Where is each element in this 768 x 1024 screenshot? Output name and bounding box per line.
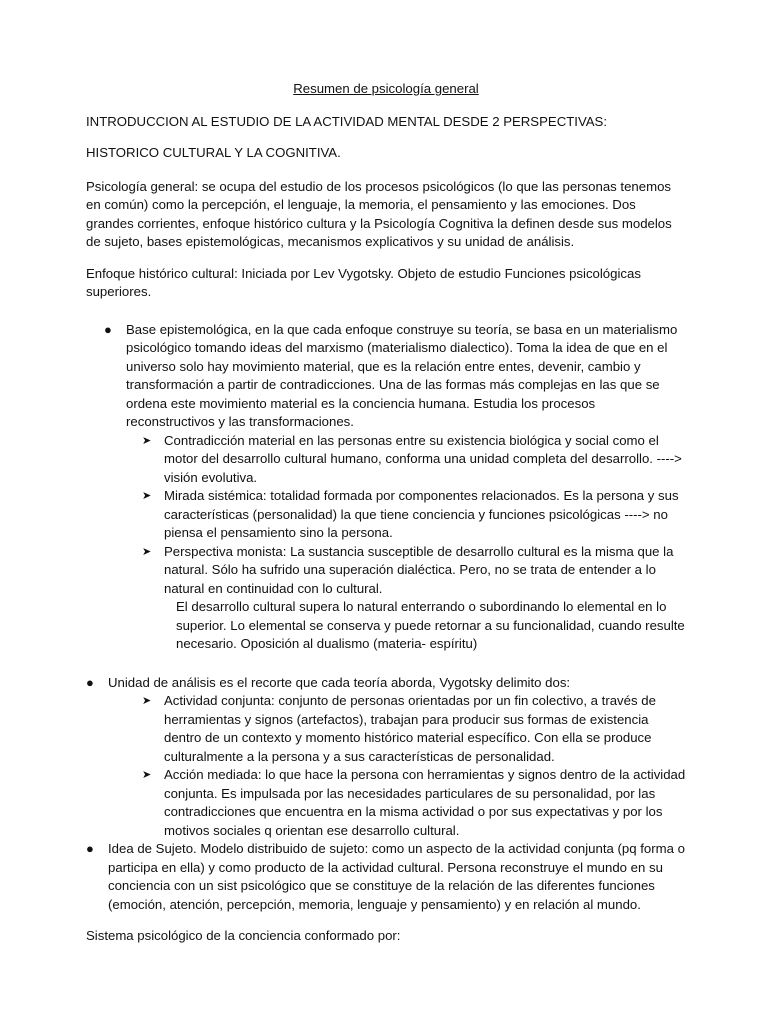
bullet-dot-icon: ● xyxy=(104,321,112,337)
arrowhead-icon: ➤ xyxy=(142,434,152,447)
sub-item-mirada-sistemica xyxy=(142,487,686,543)
sub-item-text: Perspectiva monista: La sustancia susceptible de desarrollo cultural es la misma que la natural. Sólo ha sufrido una superación dialéctica. Pero, no se trata de entender a lo natural en continuidad con lo cultural. xyxy=(164,543,674,596)
sub-item-contradiccion xyxy=(142,432,686,488)
paragraph-sistema-psicologico: Sistema psicológico de la conciencia conformado por: xyxy=(86,928,401,943)
heading-introduccion: INTRODUCCION AL ESTUDIO DE LA ACTIVIDAD MENTAL DESDE 2 PERSPECTIVAS: xyxy=(86,113,608,129)
bullet-unidad-analisis xyxy=(86,674,686,693)
bullet-unidad-text: Unidad de análisis es el recorte que cada teoría aborda, Vygotsky delimito dos: xyxy=(108,674,571,690)
bullet-sujeto-text: Idea de Sujeto. Modelo distribuido de sujeto: como un aspecto de la actividad conjunta (pq forma o participa en ella) y como producto de la actividad cultural. Persona reconstruye el mundo en su conciencia con un sist psicológico que se constituye de la relación de las diferentes funciones (emoción, atención, percepción, memoria, lenguaje y pensamiento) y en relación al mundo. xyxy=(108,841,685,912)
sub-item-text: Acción mediada: lo que hace la persona con herramientas y signos dentro de la actividad conjunta. Es impulsada por las necesidades particulares de su personalidad, por las contradicciones que encuentra en la misma actividad o por sus expectativas y por los motivos sociales q orientan ese desarrollo cultural. xyxy=(164,767,686,838)
paragraph-enfoque-historico: Enfoque histórico cultural: Iniciada por Lev Vygotsky. Objeto de estudio Funciones psicológicas superiores. xyxy=(86,265,641,299)
arrowhead-icon: ➤ xyxy=(142,769,152,781)
paragraph-psicologia-general: Psicología general: se ocupa del estudio de los procesos psicológicos (lo que las personas tenemos en común) como la percepción, el lenguaje, la memoria, el pensamiento y las emociones. Dos grandes corrientes, enfoque histórico cultura y la Psicología Cognitiva la definen desde sus modelos de sujeto, bases epistemológicas, mecanismos explicativos y su unidad de análisis. xyxy=(86,178,672,249)
arrowhead-icon: ➤ xyxy=(142,490,152,502)
bullet-idea-sujeto xyxy=(86,840,686,914)
arrowhead-icon: ➤ xyxy=(142,695,152,707)
bullet-base-lead: Base epistemológica xyxy=(126,321,248,337)
sub-item-accion-mediada xyxy=(142,766,686,840)
sub-item-text: Actividad conjunta: conjunto de personas orientadas por un fin colectivo, a través de herramientas y signos (artefactos), trabajan para producir sus formas de existencia dentro de un contexto y momento histórico material específico. Con ella se produce culturalmente a la persona y a sus características de personalidad. xyxy=(164,693,656,764)
document-page xyxy=(86,80,686,959)
sub-item-text: Contradicción material en las personas entre su existencia biológica y social como el motor del desarrollo cultural humano, conforma una unidad completa del desarrollo. ----> visión evolutiva. xyxy=(164,432,682,485)
bullet-base-text: , en la que cada enfoque construye su teoría, se basa en un materialismo psicológico tomando ideas del marxismo (materialismo dialectico). Toma la idea de que en el universo solo hay movimiento material, que es la relación entre entes, devenir, cambio y transformación a partir de contradicciones. Una de las formas más complejas en las que se ordena este movimiento material es la conciencia humana. Estudia los procesos reconstructivos y las transformaciones. xyxy=(126,321,678,429)
bullet-base-epistemologica xyxy=(104,321,686,432)
sub-item-text: Mirada sistémica: totalidad formada por componentes relacionados. Es la persona y sus características (personalidad) la que tiene conciencia y funciones psicológicas ----> no piensa el pensamiento sino la persona. xyxy=(164,488,679,540)
paragraph-desarrollo-cultural: El desarrollo cultural supera lo natural enterrando o subordinando lo elemental en lo superior. Lo elemental se conserva y puede retornar a su funcionalidad, cuando resulte necesario. Oposición al dualismo (materia- espíritu) xyxy=(176,599,685,651)
sub-item-perspectiva-monista xyxy=(142,543,686,599)
bullet-dot-icon: ● xyxy=(86,841,94,856)
sub-item-actividad-conjunta xyxy=(142,692,686,766)
arrowhead-icon: ➤ xyxy=(142,545,152,558)
heading-historico: HISTORICO CULTURAL Y LA COGNITIVA. xyxy=(86,145,341,160)
document-title: Resumen de psicología general xyxy=(293,81,479,96)
bullet-dot-icon: ● xyxy=(86,674,94,690)
